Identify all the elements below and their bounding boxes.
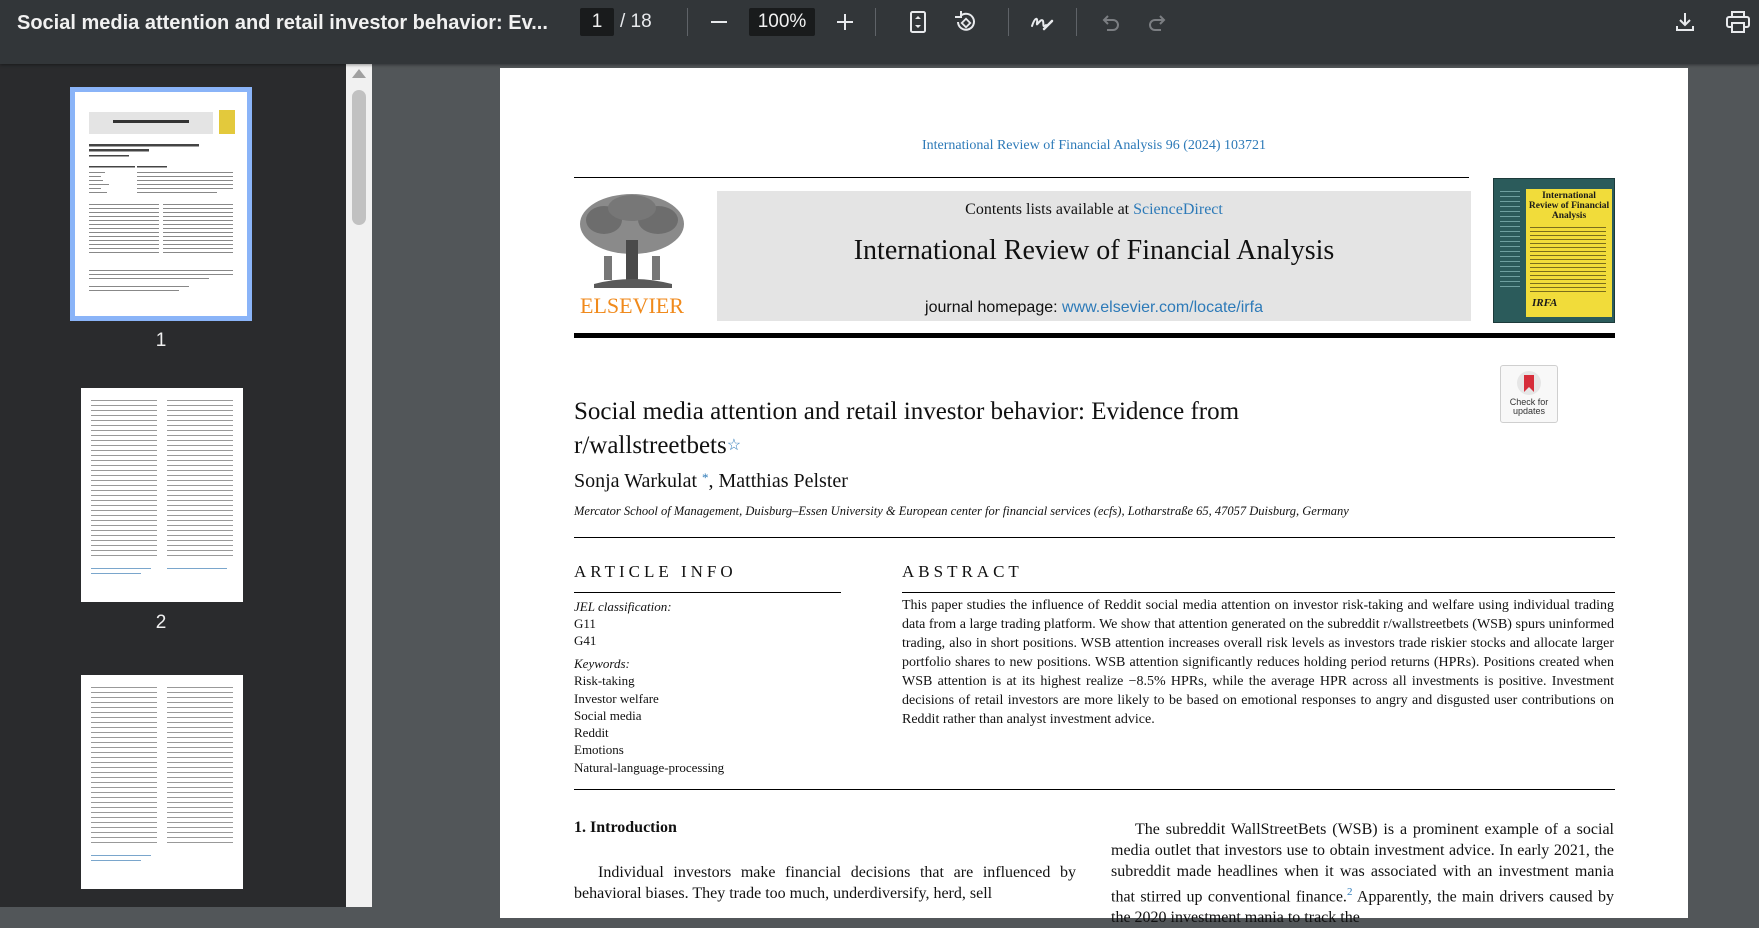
redo-button[interactable] bbox=[1142, 6, 1174, 38]
keyword-item: Investor welfare bbox=[574, 690, 659, 706]
homepage-link[interactable]: www.elsevier.com/locate/irfa bbox=[1062, 299, 1263, 316]
download-button[interactable] bbox=[1669, 6, 1701, 38]
jel-classification bbox=[574, 598, 672, 649]
cover-abbrev: IRFA bbox=[1532, 297, 1558, 309]
document-title: Social media attention and retail investor behavior: Ev... bbox=[17, 12, 548, 34]
divider-rule bbox=[574, 537, 1615, 538]
title-footnote-star-icon[interactable]: ☆ bbox=[726, 437, 742, 454]
article-info-heading: ARTICLE INFO bbox=[574, 562, 737, 581]
check-updates-label: Check for updates bbox=[1509, 397, 1549, 416]
jel-code: G11 bbox=[574, 616, 596, 631]
title-line-2: r/wallstreetbets bbox=[574, 432, 727, 459]
jel-label: JEL classification: bbox=[574, 599, 672, 614]
redo-icon bbox=[1147, 11, 1169, 33]
title-line-1: Social media attention and retail investor behavior: Evidence from bbox=[574, 398, 1240, 425]
elsevier-logo bbox=[574, 190, 692, 318]
page-total: / 18 bbox=[620, 11, 652, 32]
homepage-prefix: journal homepage: bbox=[925, 299, 1058, 316]
intro-text: The subreddit WallStreetBets (WSB) is a prominent example of a social media outlet that investors use to obtain investment advice. In early 2021, the subreddit made headlines when it was associated with an investment mania that stirred up conventional finance. bbox=[1111, 821, 1614, 906]
divider-rule bbox=[574, 592, 841, 593]
check-for-updates-badge[interactable] bbox=[1500, 365, 1558, 423]
keywords-label: Keywords: bbox=[574, 656, 630, 671]
publisher-name: ELSEVIER bbox=[580, 293, 684, 318]
undo-button[interactable] bbox=[1094, 6, 1126, 38]
footnote-link[interactable]: 2 bbox=[1346, 886, 1353, 898]
header-thick-rule bbox=[574, 333, 1615, 338]
abstract-text: This paper studies the influence of Reddit social media attention on investor risk-taking and welfare using individual trading data from a large trading platform. We show that attention generated on the subreddit r/wallstreetbets (WSB) spurs uninformed trading, also in short positions. WSB attention increases overall risk levels as investors trade riskier stocks and allocate larger portfolio shares to new positions. WSB attention significantly reduces holding period returns (HPRs). Positions created when WSB attention is at its highest realize −8.5% HPRs, while the average HPR across all investments is positive. Investment decisions of retail investors are more likely to be based on emotional responses to angry and disgusted user contributions on Reddit rather than analyst investment advice. bbox=[902, 598, 1614, 727]
affiliation: Mercator School of Management, Duisburg–Essen University & European center for financial services (ecfs), Lotharstraße 65, 47057 Duisburg, Germany bbox=[574, 504, 1349, 518]
fit-page-icon bbox=[907, 10, 929, 34]
pdf-page bbox=[500, 68, 1688, 927]
author-list bbox=[574, 470, 848, 493]
cover-spine bbox=[1500, 191, 1520, 311]
intro-text: Apparently, the main drivers caused by the 2020 investment mania to track the bbox=[1111, 888, 1614, 927]
journal-homepage bbox=[717, 299, 1471, 317]
intro-paragraph: Individual investors make financial decisions that are influenced by behavioral biases. They trade too much, underdiversify, herd, sell bbox=[574, 864, 1076, 902]
jel-code: G41 bbox=[574, 633, 597, 648]
toolbar-divider bbox=[687, 8, 688, 36]
author-name: Sonja Warkulat bbox=[574, 470, 697, 492]
thumbnail-page-3[interactable] bbox=[81, 675, 243, 889]
keyword-item: Risk-taking bbox=[574, 673, 635, 689]
elsevier-tree-icon bbox=[574, 190, 692, 318]
zoom-out-button[interactable] bbox=[703, 6, 735, 38]
journal-reference: International Review of Financial Analysis 96 (2024) 103721 bbox=[921, 138, 1267, 153]
thumbnail-sidebar bbox=[0, 64, 346, 907]
thumbnail-page-2[interactable] bbox=[81, 388, 243, 602]
divider-rule bbox=[574, 789, 1615, 790]
section-heading: 1. Introduction bbox=[574, 819, 677, 836]
toolbar-divider bbox=[1076, 8, 1077, 36]
thumbnail-content bbox=[75, 92, 247, 316]
article-title bbox=[574, 395, 1374, 463]
keyword-item: Reddit bbox=[574, 725, 609, 741]
sciencedirect-link[interactable]: ScienceDirect bbox=[1133, 201, 1223, 218]
thumbnail-content bbox=[81, 388, 243, 602]
corresponding-author-mark[interactable]: * bbox=[702, 470, 709, 485]
scroll-up-arrow-icon[interactable] bbox=[352, 69, 366, 78]
download-icon bbox=[1674, 11, 1696, 33]
abstract-heading: ABSTRACT bbox=[902, 562, 1023, 581]
cover-title: International Review of Financial Analysis bbox=[1528, 191, 1610, 221]
thumbnail-label: 1 bbox=[155, 330, 167, 351]
sidebar-scrollbar-thumb[interactable] bbox=[352, 90, 366, 225]
thumbnail-label: 2 bbox=[155, 612, 167, 633]
print-button[interactable] bbox=[1722, 6, 1754, 38]
bookmark-icon bbox=[1516, 370, 1542, 398]
fit-page-button[interactable] bbox=[902, 6, 934, 38]
annotate-button[interactable] bbox=[1026, 6, 1058, 38]
keyword-item: Natural-language-processing bbox=[574, 759, 725, 775]
thumbnail-content bbox=[81, 675, 243, 889]
contents-prefix: Contents lists available at bbox=[965, 201, 1130, 218]
divider-rule bbox=[902, 592, 1615, 593]
keywords bbox=[574, 655, 724, 776]
contents-availability bbox=[717, 201, 1471, 219]
intro-paragraph-right bbox=[1111, 819, 1614, 928]
printer-icon bbox=[1725, 10, 1751, 34]
thumbnail-page-1[interactable] bbox=[75, 92, 247, 316]
header-rule bbox=[574, 177, 1469, 178]
undo-icon bbox=[1099, 11, 1121, 33]
rotate-button[interactable] bbox=[949, 6, 981, 38]
page-number-input[interactable]: 1 bbox=[580, 8, 614, 36]
toolbar-divider bbox=[875, 8, 876, 36]
rotate-icon bbox=[952, 9, 978, 35]
draw-icon bbox=[1029, 9, 1055, 35]
keyword-item: Emotions bbox=[574, 742, 624, 758]
keyword-item: Social media bbox=[574, 707, 642, 723]
journal-name: International Review of Financial Analysis bbox=[853, 235, 1335, 266]
author-name: , Matthias Pelster bbox=[708, 470, 848, 492]
pdf-toolbar bbox=[0, 0, 1759, 64]
journal-banner bbox=[717, 191, 1471, 321]
journal-cover-image bbox=[1493, 178, 1615, 323]
zoom-input[interactable]: 100% bbox=[749, 8, 815, 36]
toolbar-divider bbox=[1008, 8, 1009, 36]
minus-icon bbox=[709, 12, 729, 32]
zoom-in-button[interactable] bbox=[829, 6, 861, 38]
cover-contents bbox=[1530, 227, 1606, 295]
plus-icon bbox=[835, 12, 855, 32]
